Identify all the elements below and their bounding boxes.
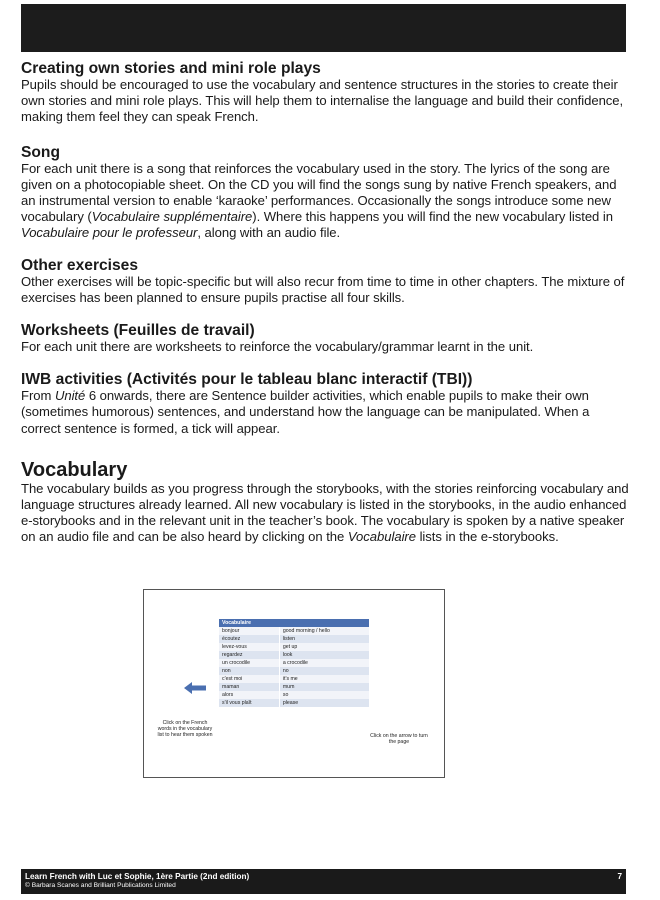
caption-french-words: Click on the French words in the vocabulary list to hear them spoken — [157, 720, 213, 738]
french-word[interactable]: un crocodile — [219, 659, 279, 667]
french-word[interactable]: regardez — [219, 651, 279, 659]
table-row[interactable] — [219, 635, 369, 643]
paragraph-iwb — [21, 388, 631, 437]
heading-other-exercises: Other exercises — [21, 256, 139, 274]
english-word: listen — [279, 635, 369, 643]
footer-bar — [21, 869, 626, 894]
song-text-3: , along with an audio file. — [197, 225, 341, 241]
table-row[interactable] — [219, 643, 369, 651]
section-worksheets — [21, 322, 631, 355]
vocab-text-2: lists in the e-storybooks. — [415, 529, 559, 545]
caption-turn-page: Click on the arrow to turn the page — [370, 733, 428, 745]
section-iwb — [21, 371, 631, 437]
song-text-2: ). Where this happens you will find the new vocabulary listed in — [252, 209, 613, 225]
table-row[interactable] — [219, 627, 369, 635]
vocab-table-title: Vocabulaire — [219, 619, 369, 627]
table-row[interactable] — [219, 659, 369, 667]
paragraph-worksheets: For each unit there are worksheets to reinforce the vocabulary/grammar learnt in the unit. — [21, 339, 534, 355]
paragraph-song — [21, 161, 631, 242]
english-word: it's me — [279, 675, 369, 683]
page-number: 7 — [617, 872, 622, 881]
header-bar — [21, 4, 626, 52]
table-row[interactable] — [219, 691, 369, 699]
paragraph-vocabulary — [21, 481, 631, 546]
english-word: a crocodile — [279, 659, 369, 667]
english-word: please — [279, 699, 369, 707]
song-italic-1: Vocabulaire supplémentaire — [91, 209, 253, 225]
vocab-italic: Vocabulaire — [347, 529, 416, 545]
french-word[interactable]: alors — [219, 691, 279, 699]
song-text-1: For each unit there is a song that reinforces the vocabulary used in the story. The lyrics of the song are given on a photocopiable sheet. On the CD you will find the songs sung by native French speakers, and an instrumental version to enable ‘karaoke’ performances. Occasionally the songs introduce some new vocabulary ( — [21, 160, 617, 225]
footer-book-title: Learn French with Luc et Sophie, 1ère Partie (2nd edition) — [25, 872, 250, 881]
french-word[interactable]: s'il vous plaît — [219, 699, 279, 707]
heading-vocabulary: Vocabulary — [21, 458, 128, 481]
french-word[interactable]: levez-vous — [219, 643, 279, 651]
vocab-text-1: The vocabulary builds as you progress through the storybooks, with the stories reinforcing vocabulary and language structures already learned. All new vocabulary is listed in the storybooks, in the audio enhanced e-storybooks and in the relevant unit in the teacher’s book. The vocabulary is spoken by a native speaker on an audio file and can be also heard by clicking on the — [21, 480, 629, 545]
french-word[interactable]: c'est moi — [219, 675, 279, 683]
french-word[interactable]: non — [219, 667, 279, 675]
english-word: get up — [279, 643, 369, 651]
left-arrow-icon[interactable] — [184, 682, 206, 694]
vocabulary-table — [219, 619, 369, 707]
english-word: mum — [279, 683, 369, 691]
section-vocabulary — [21, 459, 631, 546]
heading-song: Song — [21, 143, 60, 161]
table-row[interactable] — [219, 683, 369, 691]
section-stories — [21, 60, 631, 126]
footer-copyright: © Barbara Scanes and Brilliant Publications Limited — [25, 882, 176, 889]
song-italic-2: Vocabulaire pour le professeur — [21, 225, 198, 241]
section-song — [21, 144, 631, 242]
english-word: no — [279, 667, 369, 675]
iwb-text-1: From — [21, 388, 55, 404]
page-content — [21, 60, 631, 546]
table-row[interactable] — [219, 667, 369, 675]
heading-iwb: IWB activities (Activités pour le tableau blanc interactif (TBI)) — [21, 371, 473, 389]
english-word: look — [279, 651, 369, 659]
french-word[interactable]: écoutez — [219, 635, 279, 643]
table-row[interactable] — [219, 675, 369, 683]
iwb-italic: Unité — [54, 388, 86, 404]
english-word: so — [279, 691, 369, 699]
iwb-text-2: 6 onwards, there are Sentence builder activities, which enable pupils to make their own (sometimes humorous) sentences, and understand how the language can be manipulated. When a correct sentence is formed, a tick will appear. — [21, 388, 590, 436]
table-row[interactable] — [219, 699, 369, 707]
paragraph-stories: Pupils should be encouraged to use the vocabulary and sentence structures in the stories to create their own stories and mini role plays. This will help them to internalise the language and build their confidence, making them feel they can speak French. — [21, 77, 624, 125]
heading-worksheets: Worksheets (Feuilles de travail) — [21, 322, 255, 340]
heading-stories: Creating own stories and mini role plays — [21, 60, 321, 77]
e-storybook-screenshot — [143, 589, 445, 778]
paragraph-other-exercises: Other exercises will be topic-specific but will also recur from time to time in other chapters. The mixture of exercises has been planned to ensure pupils practise all four skills. — [21, 273, 625, 305]
french-word[interactable]: maman — [219, 683, 279, 691]
section-other-exercises — [21, 257, 631, 306]
table-row[interactable] — [219, 651, 369, 659]
english-word: good morning / hello — [279, 627, 369, 635]
french-word[interactable]: bonjour — [219, 627, 279, 635]
